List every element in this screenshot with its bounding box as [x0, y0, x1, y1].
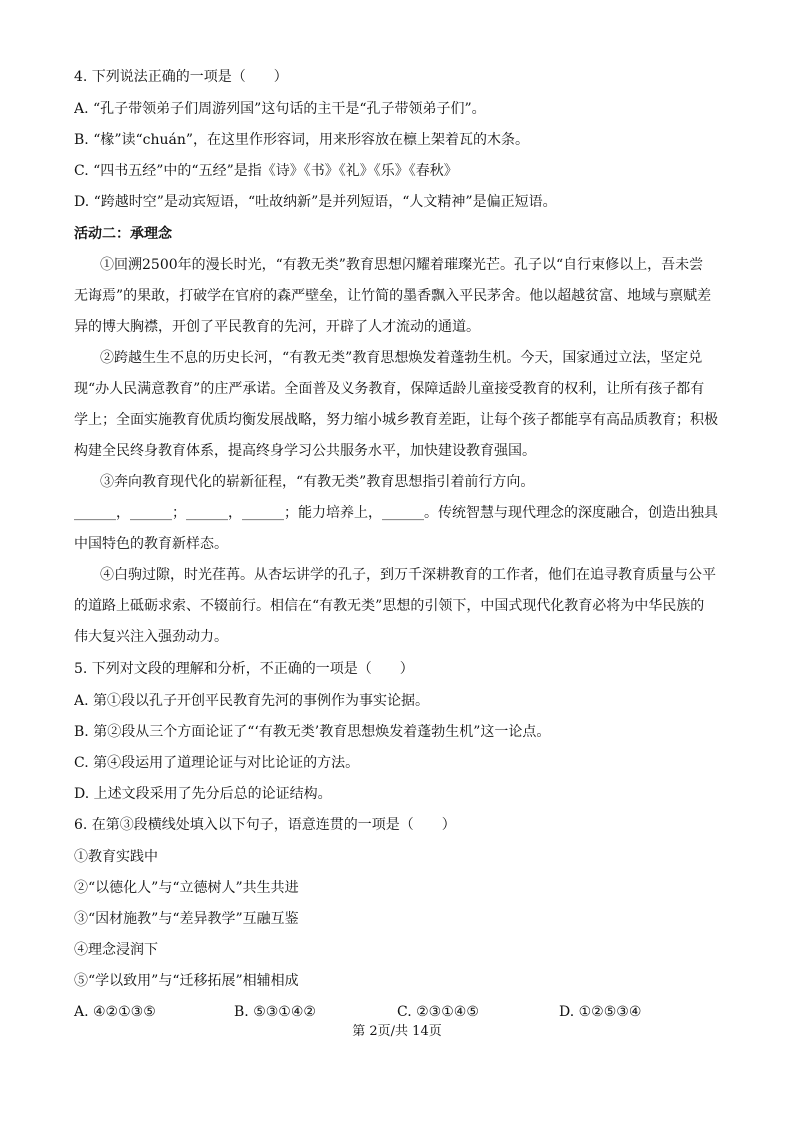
p4-line-3: 伟大复兴注入强劲动力。 [74, 629, 228, 645]
page-number: 第 2页/共 14页 [352, 1024, 442, 1039]
activity2-heading: 活动二：承理念 [74, 226, 172, 242]
q6-option-a: A. ④②①③⑤ [74, 1004, 156, 1020]
q5-option-a: A. 第①段以孔子开创平民教育先河的事例作为事实论据。 [74, 693, 430, 709]
q4-option-b: B. “椽”读“chuán”，在这里作形容词，用来形容放在檩上架着瓦的木条。 [74, 132, 530, 148]
p1-line-2: 无诲焉”的果敢，打破学在官府的森严壁垒，让竹简的墨香飘入平民茅舍。他以超越贫富、地域与禀赋差 [74, 288, 712, 304]
q6-options-row [74, 1004, 734, 1024]
p4-line-2: 的道路上砥砺求索、不辍前行。相信在“有教无类”思想的引领下，中国式现代化教育必将为中华民族的 [74, 598, 705, 614]
q6-sentence-5: ⑤“学以致用”与“迁移拓展”相辅相成 [74, 973, 299, 989]
q4-stem: 4. 下列说法正确的一项是（ ） [74, 69, 288, 85]
p2-line-3: 学上；全面实施教育优质均衡发展战略，努力缩小城乡教育差距，让每个孩子都能享有高品质教育；积极 [74, 412, 718, 428]
q4-option-d: D. “跨越时空”是动宾短语，“吐故纳新”是并列短语，“人文精神”是偏正短语。 [74, 194, 557, 210]
q4-option-c: C. “四书五经”中的“五经”是指《诗》《书》《礼》《乐》《春秋》 [74, 163, 458, 179]
q5-option-d: D. 上述文段采用了先分后总的论证结构。 [74, 786, 332, 802]
p3-line-3: 中国特色的教育新样态。 [74, 536, 228, 552]
q5-option-b: B. 第②段从三个方面论证了“‘有教无类’教育思想焕发着蓬勃生机”这一论点。 [74, 724, 551, 740]
q6-stem: 6. 在第③段横线处填入以下句子，语意连贯的一项是（ ） [74, 817, 456, 833]
q6-sentence-4: ④理念浸润下 [74, 942, 158, 958]
q6-sentence-3: ③“因材施教”与“差异教学”互融互鉴 [74, 911, 299, 927]
q5-stem: 5. 下列对文段的理解和分析，不正确的一项是（ ） [74, 661, 414, 677]
q5-option-c: C. 第④段运用了道理论证与对比论证的方法。 [74, 755, 360, 771]
p1-line-3: 异的博大胸襟，开创了平民教育的先河，开辟了人才流动的通道。 [74, 319, 480, 335]
p1-line-1: ①回溯2500年的漫长时光，“有教无类”教育思想闪耀着璀璨光芒。孔子以“自行束修以上，吾未尝 [100, 257, 704, 273]
p3-line-1: ③奔向教育现代化的崭新征程，“有教无类”教育思想指引着前行方向。 [100, 474, 535, 490]
q6-sentence-1: ①教育实践中 [74, 849, 158, 865]
p2-line-2: 现“办人民满意教育”的庄严承诺。全面普及义务教育，保障适龄儿童接受教育的权利，让所有孩子都有 [74, 381, 705, 397]
q6-option-c: C. ②③①④⑤ [397, 1004, 479, 1020]
p2-line-4: 构建全民终身教育体系，提高终身学习公共服务水平，加快建设教育强国。 [74, 443, 536, 459]
q6-option-d: D. ①②⑤③④ [559, 1004, 642, 1020]
q6-option-b: B. ⑤③①④② [234, 1004, 316, 1020]
q4-option-a: A. “孔子带领弟子们周游列国”这句话的主干是“孔子带领弟子们”。 [74, 101, 486, 117]
q6-sentence-2: ②“以德化人”与“立德树人”共生共进 [74, 880, 299, 896]
p2-line-1: ②跨越生生不息的历史长河，“有教无类”教育思想焕发着蓬勃生机。今天，国家通过立法，坚定兑 [100, 350, 703, 366]
p4-line-1: ④白驹过隙，时光荏苒。从杏坛讲学的孔子，到万千深耕教育的工作者，他们在追寻教育质量与公平 [100, 567, 716, 583]
p3-line-2-blanks: ______，______；______，______；能力培养上，______。传统智慧与现代理念的深度融合，创造出独具 [74, 505, 718, 521]
